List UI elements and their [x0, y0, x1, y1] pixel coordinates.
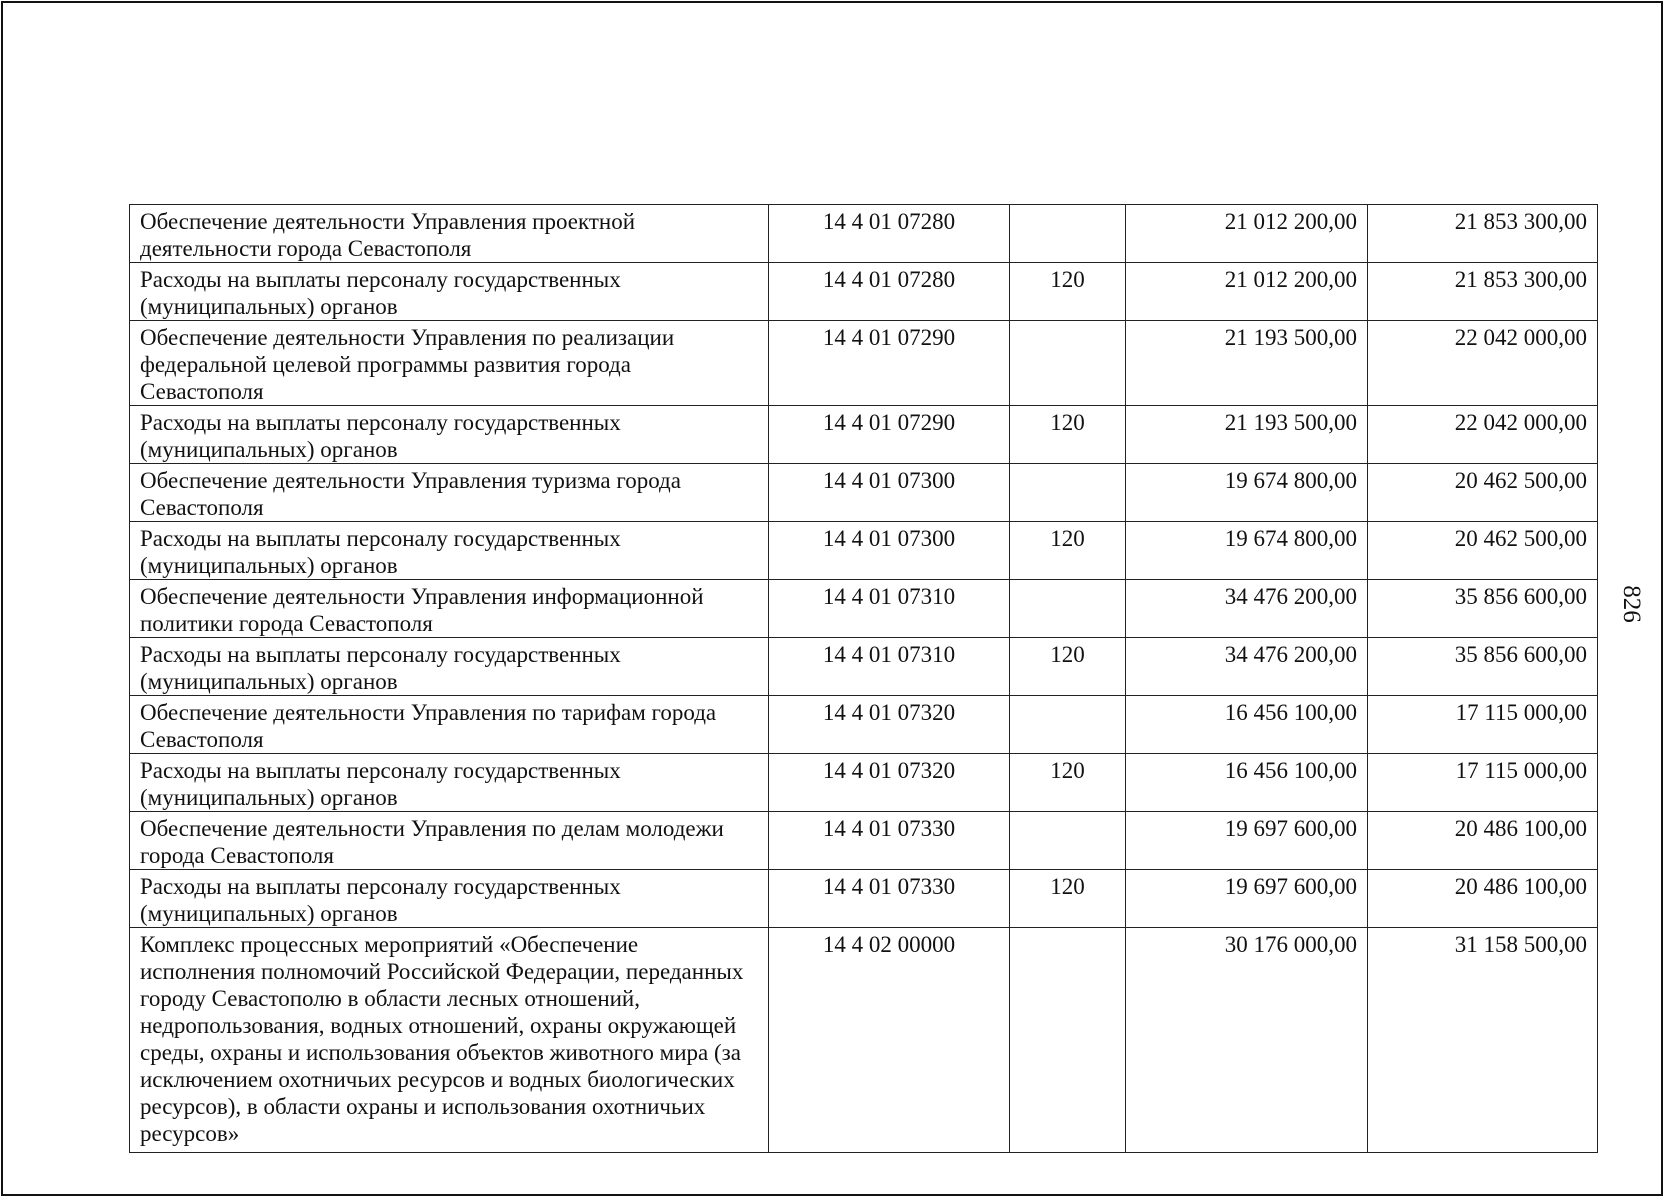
row-target-article: 14 4 01 07310	[769, 580, 1010, 638]
row-amount-year-2: 21 853 300,00	[1368, 263, 1598, 321]
table-body	[130, 205, 1598, 1153]
row-amount-year-1: 16 456 100,00	[1126, 754, 1368, 812]
row-amount-year-1: 30 176 000,00	[1126, 928, 1368, 1153]
table-row	[130, 205, 1598, 263]
table-row	[130, 638, 1598, 696]
row-name: Комплекс процессных мероприятий «Обеспечение исполнения полномочий Российской Федерации, переданных городу Севастополю в области лесных отношений, недропользования, водных отношений, охраны окружающей среды, охраны и использования объектов животного мира (за исключением охотничьих ресурсов и водных биологических ресурсов), в области охраны и использования охотничьих ресурсов»	[130, 928, 769, 1153]
row-amount-year-1: 19 674 800,00	[1126, 522, 1368, 580]
row-amount-year-2: 17 115 000,00	[1368, 754, 1598, 812]
row-target-article: 14 4 01 07330	[769, 812, 1010, 870]
row-expense-type: 120	[1010, 522, 1126, 580]
table-row	[130, 464, 1598, 522]
row-expense-type	[1010, 580, 1126, 638]
row-amount-year-1: 21 012 200,00	[1126, 263, 1368, 321]
row-expense-type	[1010, 696, 1126, 754]
table-row	[130, 870, 1598, 928]
row-target-article: 14 4 02 00000	[769, 928, 1010, 1153]
row-amount-year-1: 34 476 200,00	[1126, 580, 1368, 638]
row-target-article: 14 4 01 07310	[769, 638, 1010, 696]
row-expense-type: 120	[1010, 263, 1126, 321]
row-expense-type	[1010, 464, 1126, 522]
page-number: 826	[1617, 585, 1645, 623]
row-amount-year-2: 20 486 100,00	[1368, 870, 1598, 928]
row-amount-year-2: 31 158 500,00	[1368, 928, 1598, 1153]
row-amount-year-1: 19 697 600,00	[1126, 812, 1368, 870]
row-expense-type	[1010, 812, 1126, 870]
row-name: Обеспечение деятельности Управления по тарифам города Севастополя	[130, 696, 769, 754]
table-row	[130, 522, 1598, 580]
row-amount-year-2: 20 486 100,00	[1368, 812, 1598, 870]
row-target-article: 14 4 01 07320	[769, 754, 1010, 812]
row-name: Обеспечение деятельности Управления проектной деятельности города Севастополя	[130, 205, 769, 263]
row-target-article: 14 4 01 07300	[769, 522, 1010, 580]
row-amount-year-2: 35 856 600,00	[1368, 580, 1598, 638]
row-name: Расходы на выплаты персоналу государственных (муниципальных) органов	[130, 263, 769, 321]
row-expense-type: 120	[1010, 638, 1126, 696]
row-amount-year-2: 20 462 500,00	[1368, 464, 1598, 522]
row-amount-year-2: 17 115 000,00	[1368, 696, 1598, 754]
row-amount-year-1: 21 193 500,00	[1126, 406, 1368, 464]
row-name: Обеспечение деятельности Управления по реализации федеральной целевой программы развития города Севастополя	[130, 321, 769, 406]
row-name: Обеспечение деятельности Управления информационной политики города Севастополя	[130, 580, 769, 638]
row-amount-year-2: 35 856 600,00	[1368, 638, 1598, 696]
row-amount-year-2: 22 042 000,00	[1368, 321, 1598, 406]
row-expense-type	[1010, 205, 1126, 263]
table-row	[130, 928, 1598, 1153]
table-row	[130, 406, 1598, 464]
row-expense-type: 120	[1010, 754, 1126, 812]
row-expense-type	[1010, 928, 1126, 1153]
row-amount-year-1: 21 012 200,00	[1126, 205, 1368, 263]
table-row	[130, 696, 1598, 754]
row-name: Расходы на выплаты персоналу государственных (муниципальных) органов	[130, 870, 769, 928]
row-amount-year-2: 20 462 500,00	[1368, 522, 1598, 580]
budget-table	[129, 204, 1598, 1153]
row-target-article: 14 4 01 07300	[769, 464, 1010, 522]
table-row	[130, 580, 1598, 638]
row-name: Обеспечение деятельности Управления по делам молодежи города Севастополя	[130, 812, 769, 870]
row-target-article: 14 4 01 07290	[769, 321, 1010, 406]
row-amount-year-1: 21 193 500,00	[1126, 321, 1368, 406]
row-amount-year-1: 19 674 800,00	[1126, 464, 1368, 522]
row-name: Расходы на выплаты персоналу государственных (муниципальных) органов	[130, 754, 769, 812]
row-target-article: 14 4 01 07330	[769, 870, 1010, 928]
table-row	[130, 263, 1598, 321]
row-expense-type	[1010, 321, 1126, 406]
row-amount-year-2: 21 853 300,00	[1368, 205, 1598, 263]
row-amount-year-1: 16 456 100,00	[1126, 696, 1368, 754]
row-target-article: 14 4 01 07280	[769, 263, 1010, 321]
table-row	[130, 321, 1598, 406]
row-name: Расходы на выплаты персоналу государственных (муниципальных) органов	[130, 406, 769, 464]
row-expense-type: 120	[1010, 870, 1126, 928]
row-target-article: 14 4 01 07320	[769, 696, 1010, 754]
row-name: Расходы на выплаты персоналу государственных (муниципальных) органов	[130, 638, 769, 696]
row-amount-year-2: 22 042 000,00	[1368, 406, 1598, 464]
row-target-article: 14 4 01 07290	[769, 406, 1010, 464]
table-row	[130, 754, 1598, 812]
table-row	[130, 812, 1598, 870]
row-amount-year-1: 19 697 600,00	[1126, 870, 1368, 928]
row-name: Обеспечение деятельности Управления туризма города Севастополя	[130, 464, 769, 522]
row-expense-type: 120	[1010, 406, 1126, 464]
row-name: Расходы на выплаты персоналу государственных (муниципальных) органов	[130, 522, 769, 580]
row-target-article: 14 4 01 07280	[769, 205, 1010, 263]
row-amount-year-1: 34 476 200,00	[1126, 638, 1368, 696]
